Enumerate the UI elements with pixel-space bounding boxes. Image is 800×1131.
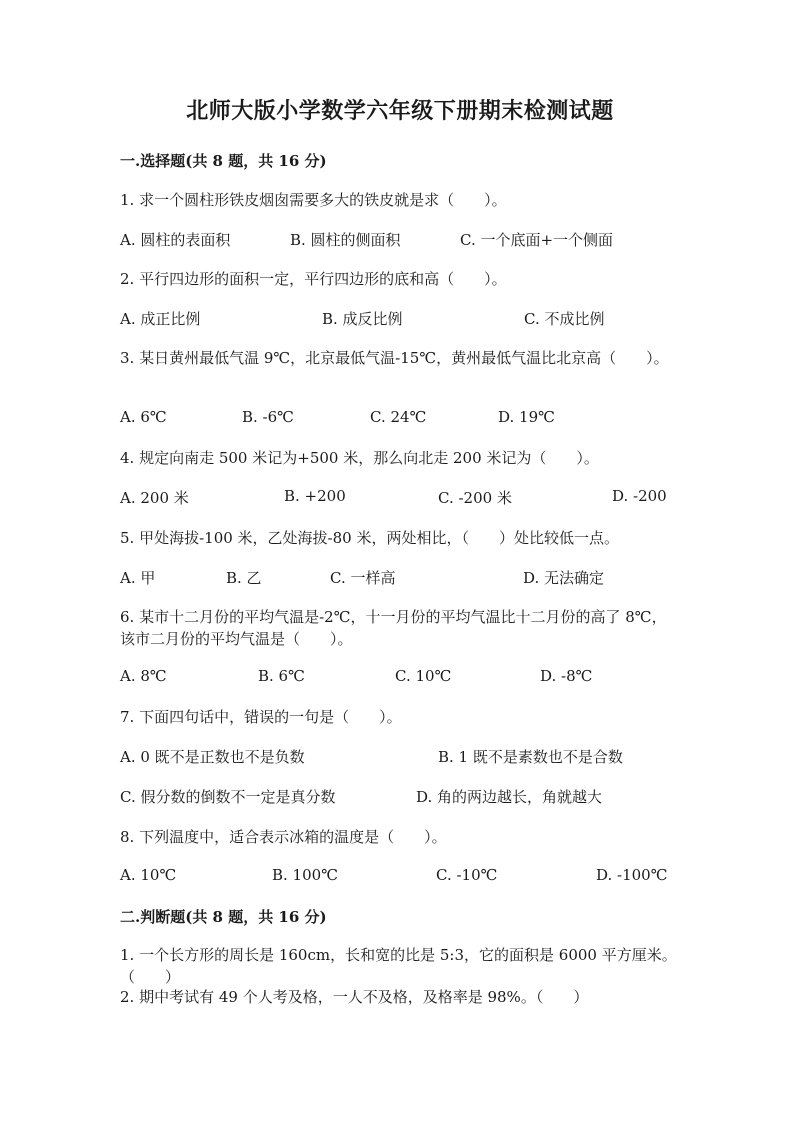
question-4: 4. 规定向南走 500 米记为+500 米，那么向北走 200 米记为（ ）。 <box>120 449 599 467</box>
question-4-option-b: B. +200 <box>284 487 346 505</box>
page-title: 北师大版小学数学六年级下册期末检测试题 <box>186 98 614 124</box>
question-6-option-b: B. 6℃ <box>258 667 305 685</box>
section-heading-choice: 一.选择题(共 8 题，共 16 分) <box>120 152 327 170</box>
question-1-option-b: B. 圆柱的侧面积 <box>290 231 401 249</box>
question-8-option-b: B. 100℃ <box>272 866 338 884</box>
question-3: 3. 某日黄州最低气温 9℃，北京最低气温-15℃，黄州最低气温比北京高（ ）。 <box>120 349 669 367</box>
question-4-option-a: A. 200 米 <box>120 489 189 507</box>
question-7-option-a: A. 0 既不是正数也不是负数 <box>120 748 305 766</box>
question-6-option-d: D. -8℃ <box>540 667 593 685</box>
question-2-option-c: C. 不成比例 <box>524 310 605 328</box>
question-3-option-c: C. 24℃ <box>370 408 427 426</box>
question-3-option-d: D. 19℃ <box>498 408 555 426</box>
question-1-option-c: C. 一个底面+一个侧面 <box>460 231 614 249</box>
question-8-option-a: A. 10℃ <box>120 866 177 884</box>
question-1-option-a: A. 圆柱的表面积 <box>120 231 231 249</box>
question-5-option-d: D. 无法确定 <box>523 569 605 587</box>
question-8-option-c: C. -10℃ <box>436 866 498 884</box>
question-2-option-a: A. 成正比例 <box>120 310 201 328</box>
question-5-option-c: C. 一样高 <box>330 569 396 587</box>
question-3-option-a: A. 6℃ <box>120 408 167 426</box>
question-1: 1. 求一个圆柱形铁皮烟囱需要多大的铁皮就是求（ ）。 <box>120 191 507 209</box>
question-3-option-b: B. -6℃ <box>242 408 294 426</box>
question-5-option-b: B. 乙 <box>226 569 262 587</box>
question-8-option-d: D. -100℃ <box>596 866 668 884</box>
question-7: 7. 下面四句话中，错误的一句是（ ）。 <box>120 708 402 726</box>
tf-question-1: 1. 一个长方形的周长是 160cm，长和宽的比是 5:3，它的面积是 6000 平方厘米。（ ） <box>120 946 677 986</box>
question-4-option-c: C. -200 米 <box>438 489 512 507</box>
question-2-option-b: B. 成反比例 <box>322 310 403 328</box>
question-6: 6. 某市十二月份的平均气温是-2℃，十一月份的平均气温比十二月份的高了 8℃，该市二月份的平均气温是（ ）。 <box>120 608 667 648</box>
question-8: 8. 下列温度中，适合表示冰箱的温度是（ ）。 <box>120 828 447 846</box>
question-7-option-c: C. 假分数的倒数不一定是真分数 <box>120 788 336 806</box>
question-6-option-a: A. 8℃ <box>120 667 167 685</box>
question-7-option-d: D. 角的两边越长，角就越大 <box>416 788 603 806</box>
question-2: 2. 平行四边形的面积一定，平行四边形的底和高（ ）。 <box>120 270 507 288</box>
tf-question-2: 2. 期中考试有 49 个人考及格，一人不及格，及格率是 98%。（ ） <box>120 988 589 1006</box>
question-7-option-b: B. 1 既不是素数也不是合数 <box>438 748 623 766</box>
question-4-option-d: D. -200 <box>612 487 667 505</box>
question-5: 5. 甲处海拔-100 米，乙处海拔-80 米，两处相比，（ ）处比较低一点。 <box>120 529 619 547</box>
section-heading-true-false: 二.判断题(共 8 题，共 16 分) <box>120 908 327 926</box>
question-6-option-c: C. 10℃ <box>395 667 452 685</box>
question-5-option-a: A. 甲 <box>120 569 156 587</box>
